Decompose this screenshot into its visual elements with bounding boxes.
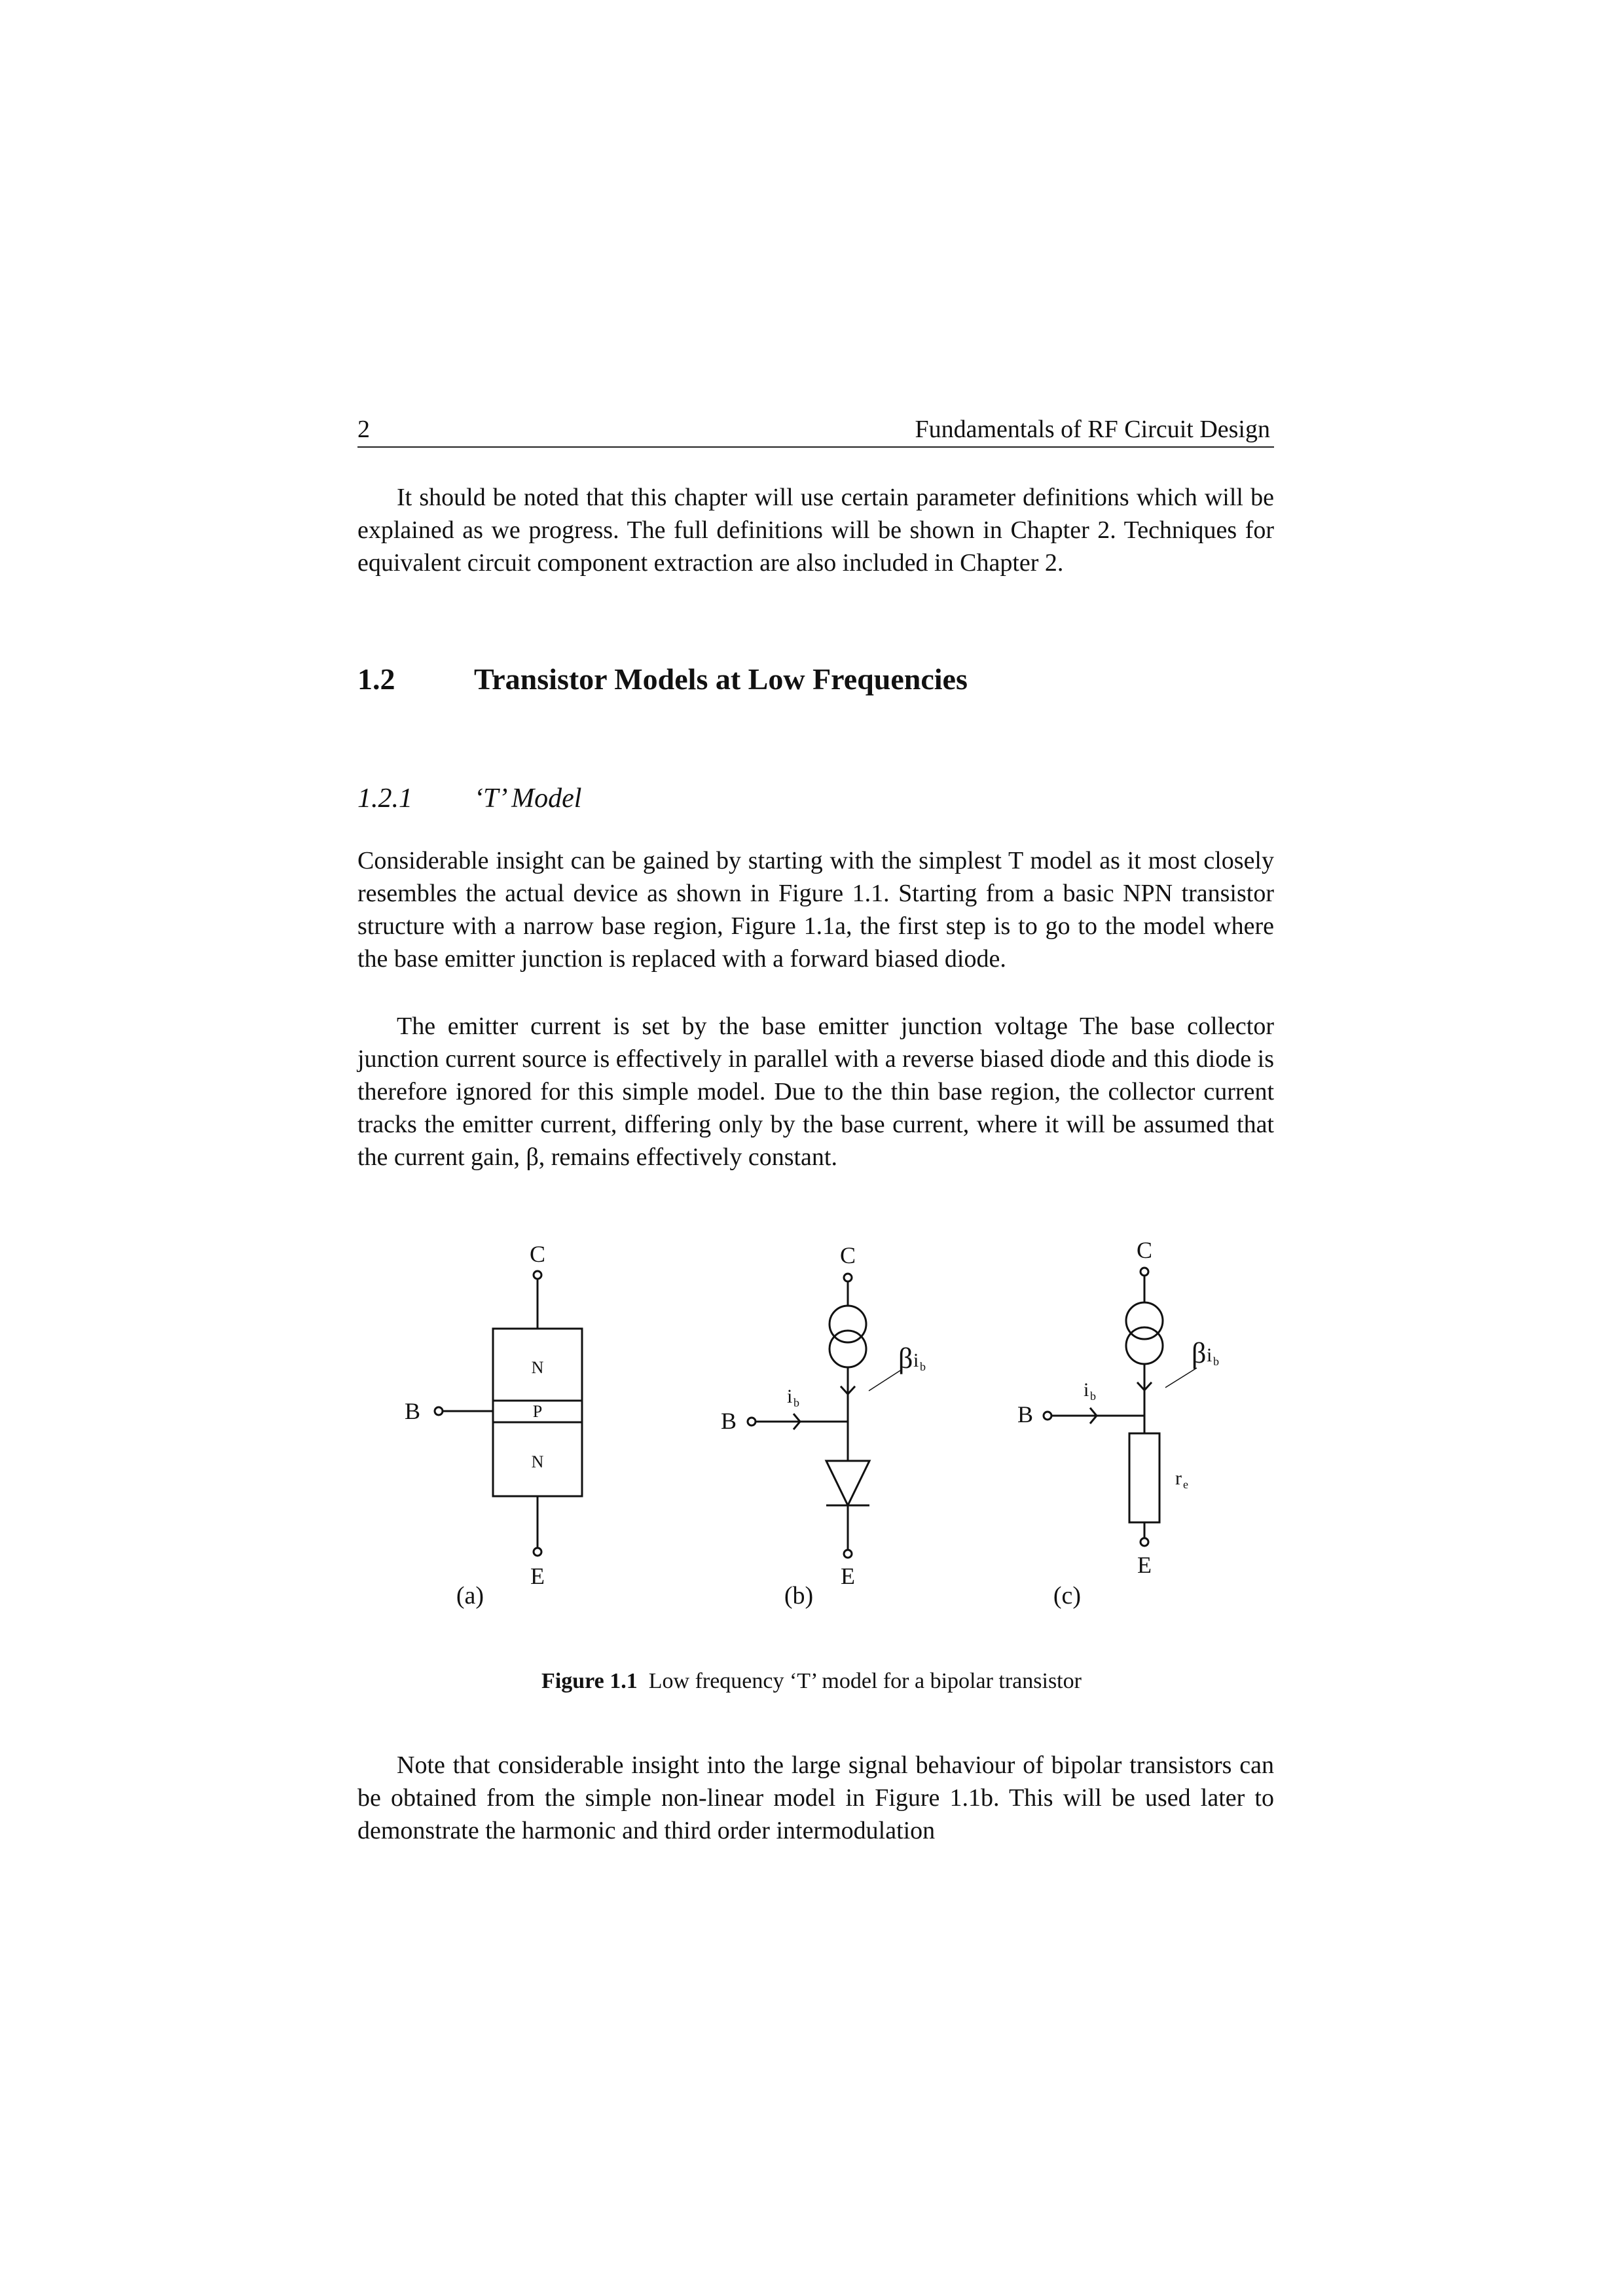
label-c-emitter: E [1137, 1552, 1152, 1578]
label-b-ib-sub: b [793, 1396, 799, 1409]
terminal-a-emitter [534, 1548, 541, 1556]
paragraph-note: Note that considerable insight into the large signal behaviour of bipolar transistors can be obtained from the simple non-linear model in Figure 1.1b. This will be used later to demonstrate the harmonic and third order intermodulation [357, 1751, 1274, 1844]
label-re-sub: e [1183, 1478, 1188, 1491]
label-a-collector: C [529, 1241, 546, 1267]
diagram-c-resistor-model [1017, 1237, 1219, 1578]
label-n-collector-region: N [531, 1358, 544, 1377]
npn-block [493, 1329, 582, 1496]
arrow-b-source-current [841, 1386, 855, 1394]
paragraph-intro: It should be noted that this chapter will use certain parameter definitions which will be explained as we progress. The full definitions will be shown in Chapter 2. Techniques for equivalent circuit component extraction are also included in Chapter 2. [357, 484, 1274, 577]
label-c-beta-sub: b [1213, 1355, 1219, 1368]
resistor-re [1129, 1433, 1159, 1522]
subfigure-label-b: (b) [784, 1582, 814, 1609]
current-source-b-top-circle [830, 1306, 866, 1342]
section-title: Transistor Models at Low Frequencies [474, 662, 968, 696]
arrow-b-base-current [793, 1414, 800, 1429]
label-a-base: B [404, 1398, 421, 1424]
terminal-c-emitter [1140, 1538, 1148, 1546]
label-c-beta: β [1192, 1337, 1207, 1369]
arrow-c-base-current [1090, 1408, 1097, 1424]
diagram-a-npn-structure [405, 1241, 582, 1589]
figure-caption-label: Figure 1.1 [541, 1669, 638, 1693]
diode-b-body [826, 1461, 869, 1505]
subfigure-label-c: (c) [1053, 1582, 1082, 1609]
current-source-c-bottom-circle [1126, 1327, 1163, 1364]
label-b-beta: β [898, 1342, 913, 1374]
running-header [357, 415, 1274, 448]
terminal-b-collector [844, 1274, 852, 1282]
page-number: 2 [357, 416, 370, 443]
current-source-b-bottom-circle [830, 1331, 866, 1367]
terminal-a-collector [534, 1271, 541, 1279]
current-source-c-top-circle [1126, 1302, 1163, 1339]
label-b-collector: C [839, 1242, 856, 1268]
label-re-r: r [1175, 1467, 1182, 1489]
terminal-c-collector [1140, 1268, 1148, 1276]
running-title: Fundamentals of RF Circuit Design [915, 416, 1270, 443]
label-b-emitter: E [841, 1563, 855, 1589]
label-c-base: B [1017, 1401, 1034, 1427]
label-c-ib-sub: b [1090, 1390, 1096, 1403]
arrow-c-source-current [1137, 1382, 1152, 1390]
label-b-beta-sub: b [920, 1360, 926, 1373]
label-b-base: B [720, 1408, 737, 1434]
diagram-b-diode-model [721, 1242, 926, 1589]
leader-c-beta [1165, 1368, 1197, 1388]
terminal-c-base [1044, 1412, 1051, 1420]
subsection-number: 1.2.1 [357, 783, 412, 814]
figure-caption [0, 1669, 1623, 1694]
label-a-emitter: E [530, 1563, 545, 1589]
paragraph-emitter-current: The emitter current is set by the base emitter junction voltage The base collector junction current source is effectively in parallel with a reverse biased diode and this diode is therefore ignored for this simple model. Due to the thin base region, the collector current tracks the emitter current, differing only by the base current, where it will be assumed that the current gain, β, remains effectively constant. [357, 1013, 1274, 1171]
terminal-a-base [435, 1407, 443, 1415]
label-c-beta-i: i [1207, 1344, 1213, 1366]
leader-b-beta [869, 1371, 900, 1391]
label-b-ib-i: i [787, 1386, 793, 1407]
label-c-collector: C [1136, 1237, 1153, 1263]
subfigure-label-a: (a) [456, 1582, 484, 1609]
terminal-b-base [748, 1418, 756, 1426]
label-c-ib-i: i [1084, 1379, 1089, 1401]
label-p-base-region: P [532, 1402, 543, 1421]
subsection-title: ‘T’ Model [474, 783, 582, 814]
section-number: 1.2 [357, 662, 395, 696]
label-n-emitter-region: N [531, 1452, 544, 1471]
terminal-b-emitter [844, 1550, 852, 1558]
paragraph-t-model: Considerable insight can be gained by starting with the simplest T model as it most closely resembles the actual device as shown in Figure 1.1. Starting from a basic NPN transistor structure with a narrow base region, Figure 1.1a, the first step is to go to the model where the base emitter junction is replaced with a forward biased diode. [357, 847, 1274, 973]
label-b-beta-i: i [913, 1350, 919, 1371]
figure-caption-text: Low frequency ‘T’ model for a bipolar transistor [648, 1669, 1082, 1693]
